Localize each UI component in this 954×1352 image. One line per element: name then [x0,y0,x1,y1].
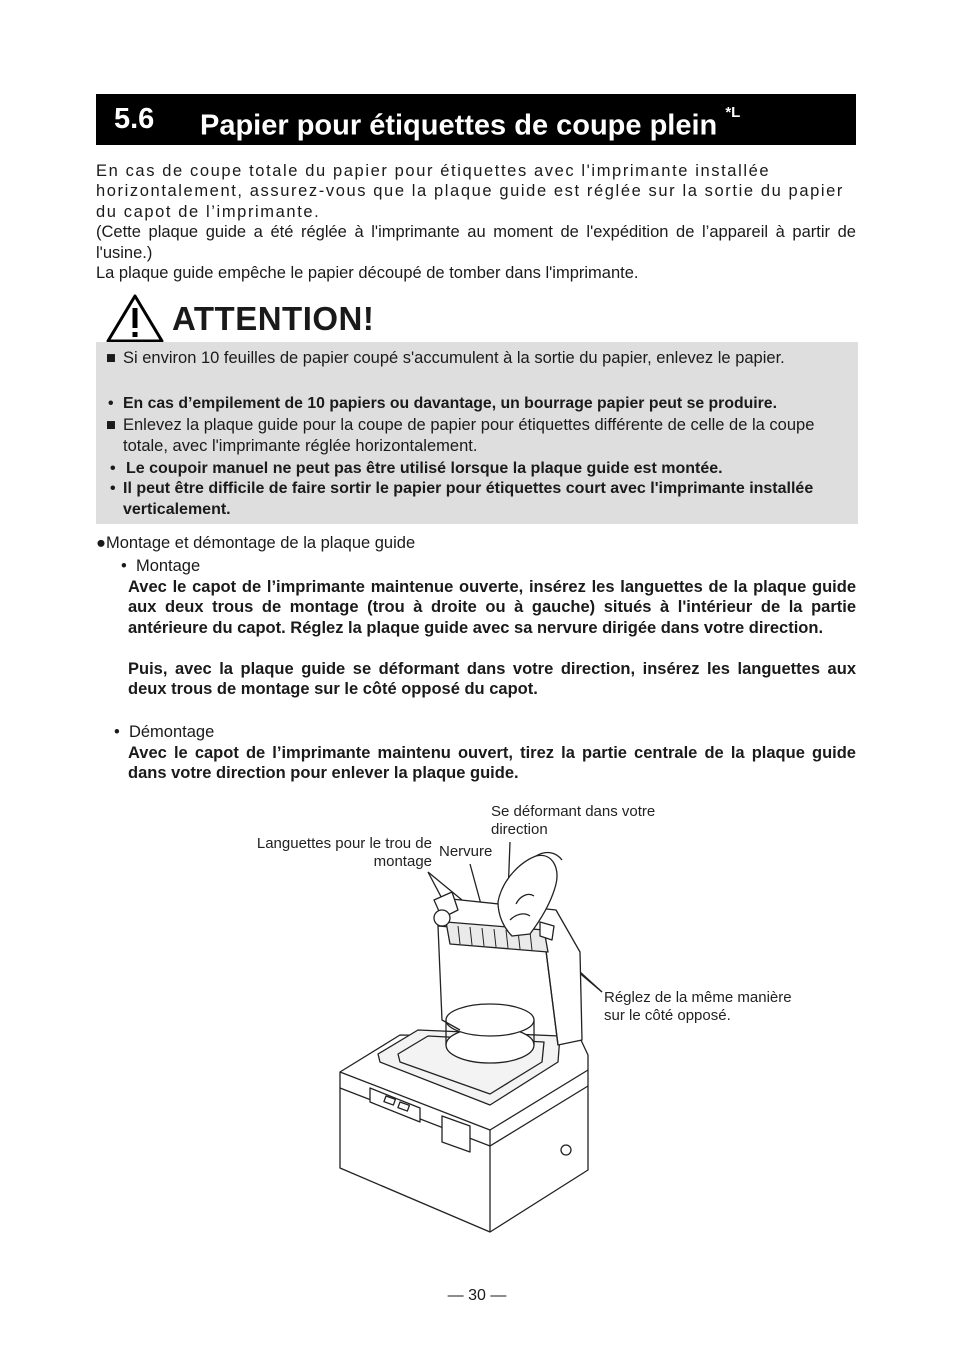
label-rib: Nervure [439,843,493,860]
label-tabs: Languettes pour le trou de montage [256,835,432,870]
intro-paragraph-1: En cas de coupe totale du papier pour étiquettes avec l'imprimante installée horizontalement, assurez-vous que la plaque guide est réglée sur la sortie du papier du capot de l’imprimante. [96,162,845,221]
section-number: 5.6 [114,103,155,135]
attention-item: ■ Enlevez la plaque guide pour la coupe de papier pour étiquettes différente de celle de la coupe totale, avec l'imprimante réglée horizontalement. [106,416,815,455]
label-adjust: Réglez de la même manière sur le côté opposé. [604,989,792,1024]
title-superscript: *L [725,104,741,121]
intro-paragraph-3: La plaque guide empêche le papier découpé de tomber dans l'imprimante. [96,264,639,283]
attention-title: ATTENTION! [172,300,375,337]
montage-instructions-2: Puis, avec la plaque guide se déformant dans votre direction, insérez les languettes aux deux trous de montage sur le côté opposé du capot. [128,660,856,699]
warning-triangle-icon [106,294,164,344]
mounting-heading: ●Montage et démontage de la plaque guide [96,534,416,552]
intro-text [96,161,856,283]
intro-paragraph-2: (Cette plaque guide a été réglée à l'imprimante au moment de l'expédition de l’appareil à partir de l'usine.) [96,223,856,262]
section-title: Papier pour étiquettes de coupe plein $^{*L}$ [200,104,741,142]
square-bullet-icon: ■ [106,349,116,367]
printer-illustration [330,840,620,1245]
attention-item: ■ Si environ 10 feuilles de papier coupé s'accumulent à la sortie du papier, enlevez le papier. [106,349,785,367]
bullet-icon: • [108,395,114,412]
bullet-icon: • [110,480,116,497]
square-bullet-icon: ■ [106,416,116,434]
demontage-instructions: Avec le capot de l’imprimante maintenu ouvert, tirez la partie centrale de la plaque guide dans votre direction pour enlever la plaque guide. [128,744,856,783]
attention-item: • Il peut être difficile de faire sortir le papier pour étiquettes court avec l'imprimante installée verticalement. [110,480,814,518]
attention-item: • Le coupoir manuel ne peut pas être utilisé lorsque la plaque guide est montée. [110,460,723,477]
bullet-icon: • [110,460,116,477]
montage-instructions-1: Avec le capot de l’imprimante maintenue ouverte, insérez les languettes de la plaque guide aux deux trous de montage (trou à droite ou à gauche) situés à l'intérieur de la partie antérieure du capot. Réglez la plaque guide avec sa nervure dirigée dans votre direction. [128,578,856,637]
section-title-bar [96,94,856,145]
demontage-label: • Démontage [114,723,215,741]
attention-item: • En cas d’empilement de 10 papiers ou davantage, un bourrage papier peut se produire. [108,395,777,412]
label-deforming: Se déformant dans votre direction [491,803,656,838]
attention-box [96,342,858,524]
montage-label: • Montage [121,557,201,575]
attention-heading [104,294,504,346]
page-number: — 30 — [447,1287,507,1304]
